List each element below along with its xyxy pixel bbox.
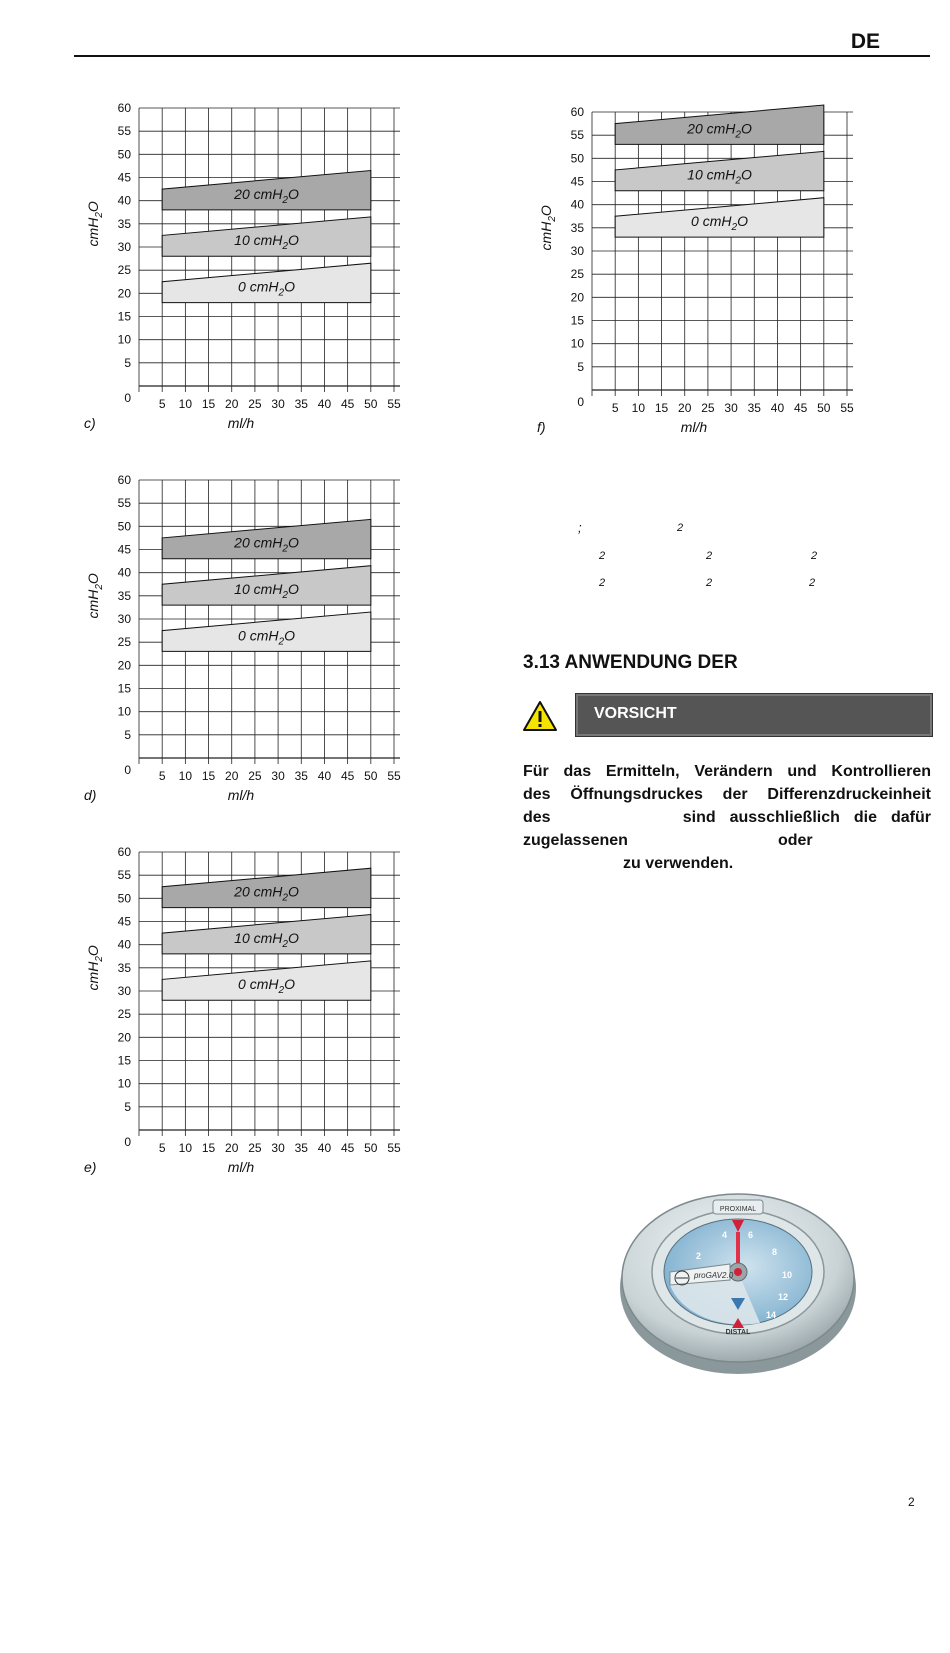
xtick-label: 10 (631, 401, 646, 415)
ytick-label: 45 (117, 542, 131, 557)
band-label-b10: 10 cmH$_2$O (234, 232, 299, 253)
ytick-label: 5 (124, 355, 131, 370)
fragment-semicolon: ; (578, 520, 582, 535)
word: Verändern (694, 763, 773, 780)
xtick-label: 55 (840, 401, 854, 415)
ytick-label: 55 (117, 868, 131, 883)
xtick-label: 10 (178, 1141, 193, 1155)
page-number: 2 (908, 1495, 915, 1509)
xtick-label: 20 (225, 1141, 239, 1155)
dial-number: 14 (766, 1310, 777, 1320)
xtick-label: 45 (340, 1141, 355, 1155)
word: Kontrollieren (831, 763, 931, 780)
ytick-label: 40 (570, 197, 584, 212)
fragment-subscript: 2 (809, 577, 816, 589)
xtick-label: 25 (248, 1141, 262, 1155)
xtick-label: 45 (793, 401, 808, 415)
dial-number: 10 (782, 1270, 793, 1280)
word: Ermitteln, (605, 763, 680, 780)
warning-icon (522, 700, 558, 732)
fragment-subscript: 2 (706, 577, 713, 589)
panel-label: d) (84, 787, 97, 803)
line-text: zu verwenden. (623, 855, 734, 872)
header-rule (74, 55, 930, 57)
word: der (722, 786, 748, 803)
chart-d (84, 472, 424, 812)
ytick-label: 55 (570, 128, 584, 143)
chart-c (84, 100, 424, 440)
panel-label: c) (84, 415, 96, 431)
xtick-label: 15 (201, 769, 216, 783)
ytick-label: 10 (117, 1076, 131, 1091)
word: sind (682, 809, 716, 826)
xtick-label: 35 (747, 401, 761, 415)
xtick-label: 15 (201, 1141, 216, 1155)
xtick-label: 25 (248, 769, 262, 783)
xtick-label: 30 (271, 397, 285, 411)
xtick-label: 55 (387, 397, 401, 411)
band-label-b0: 0 cmH$_2$O (238, 278, 295, 299)
band-label-b0: 0 cmH$_2$O (691, 213, 748, 234)
ytick-label: 50 (570, 151, 584, 166)
proximal-label: PROXIMAL (719, 1206, 757, 1213)
ytick-label: 25 (570, 267, 584, 282)
ytick-label: 30 (117, 612, 131, 626)
ytick-label: 25 (117, 1007, 131, 1022)
xtick-label: 5 (158, 1141, 166, 1155)
word: zugelassenen (523, 832, 628, 849)
band-label-b20: 20 cmH$_2$O (687, 120, 752, 141)
ytick-label: 35 (117, 960, 131, 975)
xtick-label: 50 (364, 769, 378, 783)
ytick-label: 45 (117, 914, 131, 929)
ytick-label: 40 (117, 937, 131, 952)
caution-line-2 (523, 783, 931, 806)
ytick-label: 15 (117, 681, 131, 696)
band-label-b10: 10 cmH$_2$O (234, 581, 299, 602)
fragment-subscript: 2 (599, 550, 606, 562)
xtick-label: 30 (724, 401, 738, 415)
panel-label: f) (537, 419, 546, 435)
band-label-b20: 20 cmH$_2$O (234, 883, 299, 904)
ytick-label: 20 (117, 286, 131, 301)
y-axis-label: cmH$_2$O (85, 945, 105, 991)
ytick-label: 60 (117, 845, 131, 859)
ytick-label: 0 (577, 395, 584, 409)
y-axis-label: cmH$_2$O (85, 573, 105, 619)
ytick-label: 35 (117, 588, 131, 603)
ytick-label: 35 (117, 216, 131, 231)
ytick-label: 0 (124, 763, 131, 777)
word: oder (777, 832, 813, 849)
ytick-label: 10 (117, 332, 131, 347)
ytick-label: 50 (117, 147, 131, 162)
xtick-label: 15 (201, 397, 216, 411)
xtick-label: 10 (178, 769, 193, 783)
ytick-label: 15 (570, 313, 584, 328)
xtick-label: 30 (271, 769, 285, 783)
dial-number: 8 (772, 1247, 778, 1257)
fragment-subscript: 2 (599, 577, 606, 589)
xtick-label: 45 (340, 397, 355, 411)
section-title: 3.13 ANWENDUNG DER (523, 652, 738, 673)
chart-f (537, 104, 877, 444)
ytick-label: 20 (117, 658, 131, 673)
y-axis-label: cmH$_2$O (538, 205, 558, 251)
xtick-label: 50 (364, 1141, 378, 1155)
ytick-label: 30 (117, 240, 131, 254)
ytick-label: 30 (570, 244, 584, 258)
band-label-b20: 20 cmH$_2$O (234, 185, 299, 206)
xtick-label: 40 (770, 401, 785, 415)
xtick-label: 5 (158, 769, 166, 783)
dial-number: 2 (696, 1251, 702, 1261)
band-label-b0: 0 cmH$_2$O (238, 627, 295, 648)
ytick-label: 20 (570, 290, 584, 305)
caution-label: VORSICHT (594, 705, 677, 722)
ytick-label: 0 (124, 391, 131, 405)
xtick-label: 35 (294, 769, 308, 783)
adjustment-compass-image (610, 1160, 865, 1380)
fragment-subscript: 2 (677, 522, 684, 534)
xtick-label: 35 (294, 1141, 308, 1155)
distal-label: DISTAL (725, 1329, 751, 1336)
xtick-label: 15 (654, 401, 669, 415)
ytick-label: 5 (124, 1099, 131, 1114)
xtick-label: 5 (158, 397, 166, 411)
xtick-label: 40 (317, 769, 332, 783)
language-code: DE (850, 30, 880, 53)
xtick-label: 25 (248, 397, 262, 411)
word: dafür (891, 809, 931, 826)
y-axis-label: cmH$_2$O (85, 201, 105, 247)
caution-line-5 (523, 852, 931, 875)
band-label-b10: 10 cmH$_2$O (687, 166, 752, 187)
caution-line-1 (523, 760, 931, 783)
word: Für (523, 763, 549, 780)
ytick-label: 55 (117, 496, 131, 511)
ytick-label: 60 (117, 473, 131, 487)
caution-text (523, 760, 931, 875)
dial-number: 4 (722, 1230, 728, 1240)
xtick-label: 30 (271, 1141, 285, 1155)
xtick-label: 20 (225, 397, 239, 411)
ytick-label: 20 (117, 1030, 131, 1045)
ytick-label: 40 (117, 193, 131, 208)
xtick-label: 25 (701, 401, 715, 415)
ytick-label: 60 (117, 101, 131, 115)
xtick-label: 45 (340, 769, 355, 783)
brand-label: proGAV2.0 (694, 1271, 734, 1280)
x-axis-label: ml/h (227, 1159, 255, 1175)
word: die (853, 809, 877, 826)
caution-line-4 (523, 829, 931, 852)
ytick-label: 55 (117, 124, 131, 139)
xtick-label: 20 (678, 401, 692, 415)
xtick-label: 40 (317, 397, 332, 411)
ytick-label: 0 (124, 1135, 131, 1149)
word: ausschließlich (729, 809, 840, 826)
word: das (563, 763, 592, 780)
ytick-label: 30 (117, 984, 131, 998)
xtick-label: 55 (387, 1141, 401, 1155)
ytick-label: 5 (577, 359, 584, 374)
word: des (523, 809, 551, 826)
xtick-label: 5 (611, 401, 619, 415)
ytick-label: 40 (117, 565, 131, 580)
ytick-label: 45 (117, 170, 131, 185)
ytick-label: 15 (117, 1053, 131, 1068)
ytick-label: 15 (117, 309, 131, 324)
ytick-label: 60 (570, 105, 584, 119)
chart-e (84, 844, 424, 1184)
ytick-label: 5 (124, 727, 131, 742)
fragment-subscript: 2 (706, 550, 713, 562)
xtick-label: 50 (364, 397, 378, 411)
xtick-label: 10 (178, 397, 193, 411)
fragment-subscript: 2 (811, 550, 818, 562)
ytick-label: 35 (570, 220, 584, 235)
band-label-b20: 20 cmH$_2$O (234, 534, 299, 555)
xtick-label: 35 (294, 397, 308, 411)
xtick-label: 20 (225, 769, 239, 783)
ytick-label: 25 (117, 635, 131, 650)
ytick-label: 10 (117, 704, 131, 719)
ytick-label: 25 (117, 263, 131, 278)
xtick-label: 40 (317, 1141, 332, 1155)
panel-label: e) (84, 1159, 97, 1175)
dial-number: 12 (778, 1292, 789, 1302)
caution-banner (575, 693, 933, 737)
word: des (523, 786, 551, 803)
xtick-label: 55 (387, 769, 401, 783)
ytick-label: 10 (570, 336, 584, 351)
ytick-label: 45 (570, 174, 584, 189)
dial-number: 6 (748, 1230, 754, 1240)
ytick-label: 50 (117, 891, 131, 906)
band-label-b0: 0 cmH$_2$O (238, 976, 295, 997)
x-axis-label: ml/h (680, 419, 708, 435)
word: Differenzdruckeinheit (767, 786, 931, 803)
x-axis-label: ml/h (227, 415, 255, 431)
word: Öffnungsdruckes (570, 786, 703, 803)
caution-line-3 (523, 806, 931, 829)
band-label-b10: 10 cmH$_2$O (234, 929, 299, 950)
ytick-label: 50 (117, 519, 131, 534)
x-axis-label: ml/h (227, 787, 255, 803)
word: und (787, 763, 817, 780)
xtick-label: 50 (817, 401, 831, 415)
